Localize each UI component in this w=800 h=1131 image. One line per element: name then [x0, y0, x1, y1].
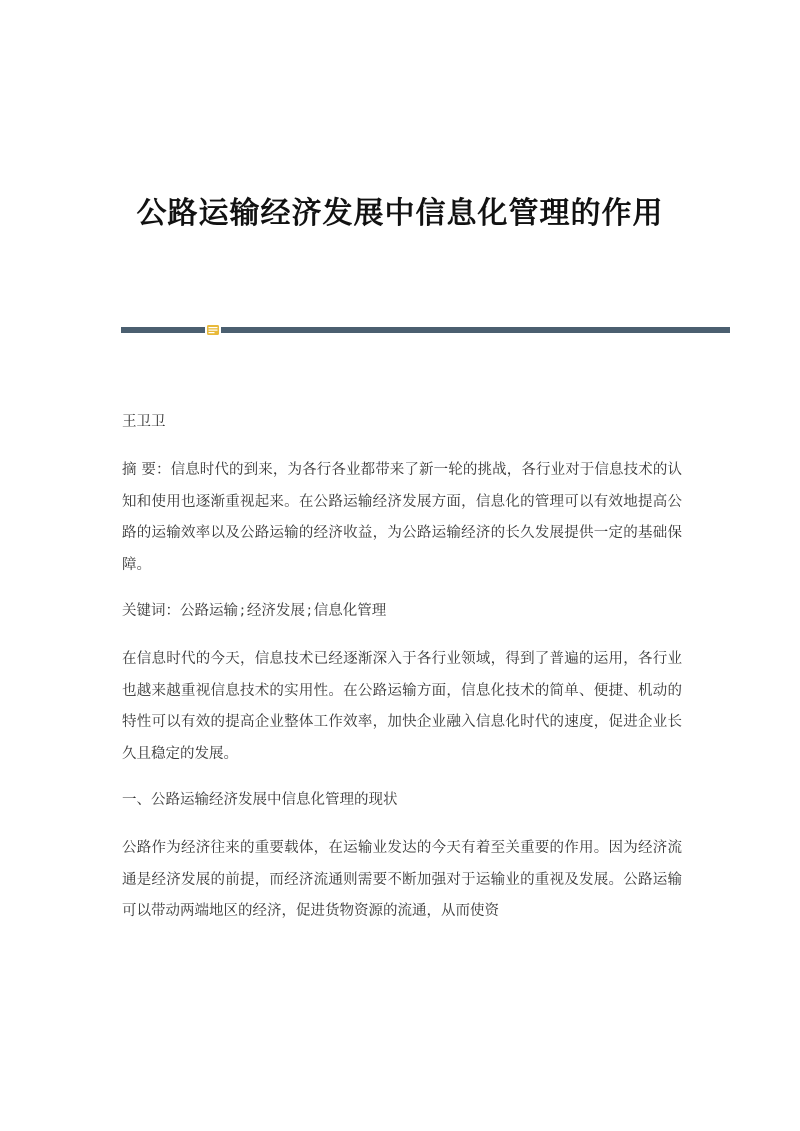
- abstract-label: 摘 要：: [122, 462, 171, 478]
- divider-bar-left: [121, 327, 205, 333]
- divider-bar-right: [221, 327, 730, 333]
- keyword-item: 信息化管理: [313, 603, 387, 619]
- author-name: 王卫卫: [122, 414, 166, 430]
- title-divider: [121, 324, 730, 336]
- abstract: [122, 455, 682, 581]
- intro-paragraph: 在信息时代的今天，信息技术已经逐渐深入于各行业领域，得到了普遍的运用，各行业也越来越重视信息技术的实用性。在公路运输方面，信息化技术的简单、便捷、机动的特性可以有效的提高企业整体工作效率，加快企业融入信息化时代的速度，促进企业长久且稳定的发展。: [122, 651, 682, 762]
- keywords: 关键词：公路运输 ; 经济发展 ; 信息化管理: [122, 603, 387, 619]
- keyword-item: 经济发展: [246, 603, 305, 619]
- keywords-label: 关键词：: [122, 603, 180, 619]
- abstract-text: 信息时代的到来，为各行各业都带来了新一轮的挑战，各行业对于信息技术的认知和使用也逐渐重视起来。在公路运输经济发展方面，信息化的管理可以有效地提高公路的运输效率以及公路运输的经济收益，为公路运输经济的长久发展提供一定的基础保障。: [122, 462, 683, 573]
- book-emblem-icon: [206, 324, 220, 336]
- section-paragraph: 公路作为经济往来的重要载体，在运输业发达的今天有着至关重要的作用。因为经济流通是经济发展的前提，而经济流通则需要不断加强对于运输业的重视及发展。公路运输可以带动两端地区的经济，促进货物资源的流通，从而使资: [122, 840, 682, 919]
- section-heading: 一、公路运输经济发展中信息化管理的现状: [122, 792, 398, 808]
- keyword-item: 公路运输: [180, 603, 238, 619]
- document-title: 公路运输经济发展中信息化管理的作用: [136, 196, 664, 231]
- document-body: [122, 408, 682, 944]
